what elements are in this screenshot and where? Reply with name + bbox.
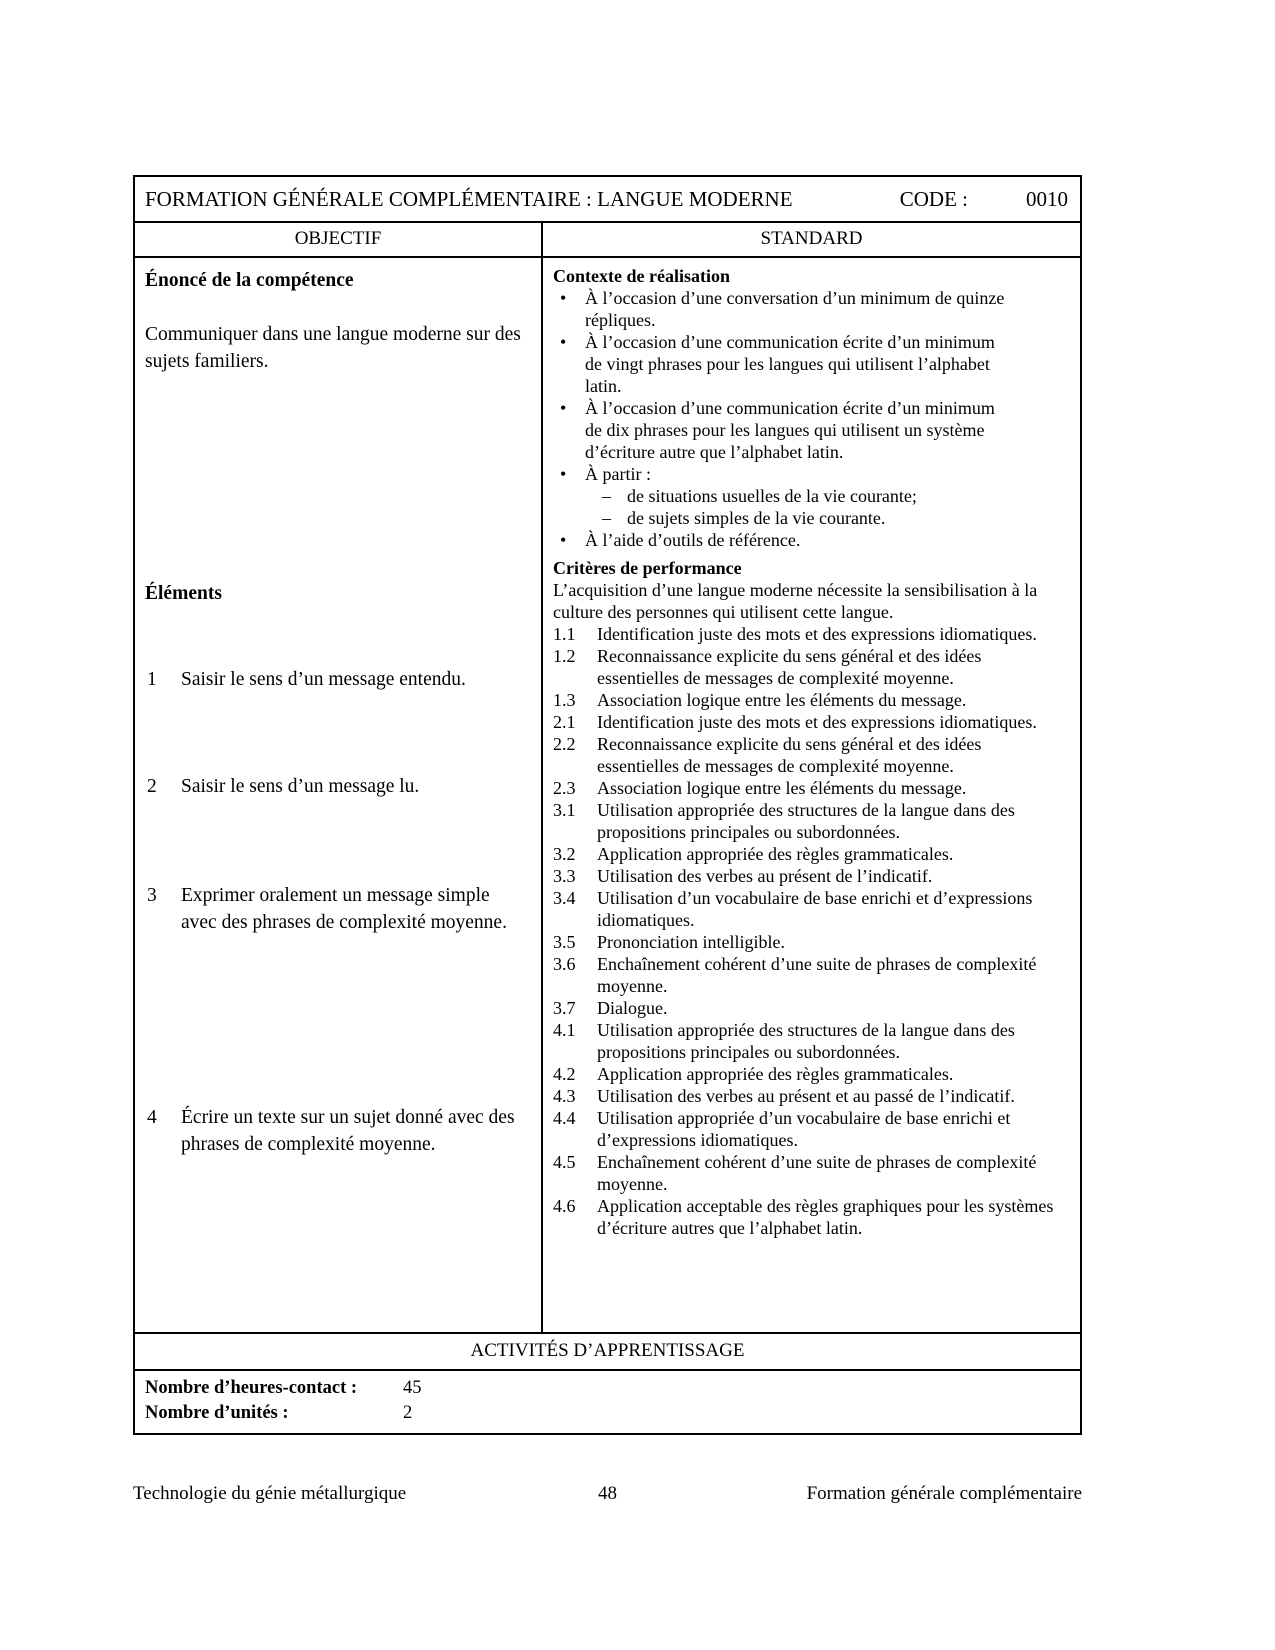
critere-text: Utilisation des verbes au présent de l’indicatif. (597, 866, 933, 886)
objectif-column (135, 258, 543, 1332)
critere-item (553, 777, 1066, 799)
element-text: Saisir le sens d’un message lu. (181, 776, 420, 797)
activites-row: ACTIVITÉS D’APPRENTISSAGE (135, 1334, 1080, 1371)
code-value: 0010 (1026, 187, 1068, 211)
course-table (133, 175, 1082, 1435)
critere-number: 3.5 (553, 932, 576, 952)
critere-item (553, 953, 1066, 997)
critere-number: 1.1 (553, 624, 576, 644)
critere-number: 4.5 (553, 1152, 576, 1172)
contexte-text: À l’occasion d’une communication écrite d’un minimum de dix phrases pour les langues qui utilisent un système d’écriture autre que l’alphabet latin. (585, 398, 995, 462)
critere-text: Identification juste des mots et des expressions idiomatiques. (597, 624, 1037, 644)
critere-number: 4.1 (553, 1020, 576, 1040)
element-item (147, 882, 531, 936)
critere-item (553, 997, 1066, 1019)
critere-text: Application appropriée des règles grammaticales. (597, 844, 954, 864)
critere-item (553, 733, 1066, 777)
contexte-subitem (593, 507, 1066, 529)
enonce-text: Communiquer dans une langue moderne sur des sujets familiers. (145, 324, 521, 372)
critere-text: Application acceptable des règles graphiques pour les systèmes d’écriture autres que l’alphabet latin. (597, 1196, 1054, 1238)
contexte-subitem (593, 485, 1066, 507)
contexte-item (553, 529, 1066, 551)
critere-item (553, 623, 1066, 645)
critere-item (553, 1063, 1066, 1085)
critere-text: Application appropriée des règles grammaticales. (597, 1064, 954, 1084)
heures-contact-row (145, 1376, 1080, 1401)
critere-number: 3.6 (553, 954, 576, 974)
page-footer (133, 1483, 1082, 1505)
critere-number: 1.2 (553, 646, 576, 666)
contexte-item (553, 397, 1066, 463)
critere-text: Identification juste des mots et des expressions idiomatiques. (597, 712, 1037, 732)
critere-item (553, 1151, 1066, 1195)
elements-heading: Éléments (145, 583, 222, 604)
unites-label: Nombre d’unités : (145, 1403, 289, 1423)
critere-text: Utilisation d’un vocabulaire de base enrichi et d’expressions idiomatiques. (597, 888, 1033, 930)
criteres-heading: Critères de performance (553, 558, 742, 578)
bullet-icon: • (560, 332, 567, 352)
element-item (147, 666, 531, 693)
course-title: FORMATION GÉNÉRALE COMPLÉMENTAIRE : LANGUE MODERNE (145, 187, 793, 211)
critere-number: 2.2 (553, 734, 576, 754)
contexte-text: À l’occasion d’une communication écrite d’un minimum de vingt phrases pour les langues qui utilisent l’alphabet latin. (585, 332, 995, 396)
critere-text: Dialogue. (597, 998, 668, 1018)
critere-text: Utilisation des verbes au présent et au passé de l’indicatif. (597, 1086, 1015, 1106)
contexte-item (553, 287, 1066, 331)
critere-text: Association logique entre les éléments du message. (597, 690, 967, 710)
critere-number: 2.1 (553, 712, 576, 732)
critere-text: Utilisation appropriée des structures de la langue dans des propositions principales ou subordonnées. (597, 1020, 1015, 1062)
critere-text: Reconnaissance explicite du sens général et des idées essentielles de messages de complexité moyenne. (597, 646, 982, 688)
critere-text: Association logique entre les éléments du message. (597, 778, 967, 798)
contexte-heading: Contexte de réalisation (553, 266, 730, 286)
critere-item (553, 711, 1066, 733)
critere-item (553, 645, 1066, 689)
contexte-text: À l’occasion d’une conversation d’un minimum de quinze répliques. (585, 288, 1005, 330)
critere-number: 4.3 (553, 1086, 576, 1106)
element-text: Écrire un texte sur un sujet donné avec des phrases de complexité moyenne. (181, 1107, 515, 1155)
critere-item (553, 865, 1066, 887)
element-item (147, 1104, 531, 1158)
critere-item (553, 689, 1066, 711)
bullet-icon: • (560, 530, 567, 550)
hours-block (135, 1371, 1080, 1433)
critere-item (553, 843, 1066, 865)
column-header-row (135, 223, 1080, 258)
footer-program-name: Technologie du génie métallurgique (133, 1483, 407, 1504)
critere-number: 4.2 (553, 1064, 576, 1084)
criteres-intro: L’acquisition d’une langue moderne nécessite la sensibilisation à la culture des personnes qui utilisent cette langue. (553, 580, 1038, 622)
critere-number: 3.2 (553, 844, 576, 864)
dash-icon: – (602, 508, 611, 528)
enonce-heading: Énoncé de la compétence (145, 270, 354, 291)
contexte-item (553, 463, 1066, 485)
standard-header: STANDARD (760, 228, 863, 249)
critere-number: 3.3 (553, 866, 576, 886)
table-title-row (135, 177, 1080, 223)
critere-number: 2.3 (553, 778, 576, 798)
unites-value: 2 (403, 1403, 413, 1423)
contexte-text: de sujets simples de la vie courante. (627, 508, 886, 528)
critere-text: Utilisation appropriée d’un vocabulaire de base enrichi et d’expressions idiomatiques. (597, 1108, 1011, 1150)
objectif-header: OBJECTIF (135, 223, 543, 256)
critere-item (553, 799, 1066, 843)
element-text: Exprimer oralement un message simple avec des phrases de complexité moyenne. (181, 885, 507, 933)
contexte-text: À partir : (585, 464, 651, 484)
table-body (135, 258, 1080, 1334)
element-number: 2 (147, 776, 157, 797)
critere-number: 4.6 (553, 1196, 576, 1216)
critere-text: Enchaînement cohérent d’une suite de phrases de complexité moyenne. (597, 954, 1037, 996)
critere-number: 1.3 (553, 690, 576, 710)
footer-section-name: Formation générale complémentaire (806, 1483, 1082, 1504)
bullet-icon: • (560, 464, 567, 484)
critere-number: 3.4 (553, 888, 576, 908)
bullet-icon: • (560, 398, 567, 418)
heures-contact-label: Nombre d’heures-contact : (145, 1378, 358, 1398)
element-number: 3 (147, 885, 157, 906)
contexte-text: de situations usuelles de la vie courante; (627, 486, 917, 506)
critere-number: 4.4 (553, 1108, 576, 1128)
critere-item (553, 1107, 1066, 1151)
code-label: CODE : (899, 187, 968, 211)
critere-item (553, 1085, 1066, 1107)
standard-column (543, 258, 1080, 1332)
contexte-item (553, 331, 1066, 397)
element-text: Saisir le sens d’un message entendu. (181, 669, 466, 690)
critere-text: Enchaînement cohérent d’une suite de phrases de complexité moyenne. (597, 1152, 1037, 1194)
element-item (147, 773, 531, 800)
heures-contact-value: 45 (403, 1378, 422, 1398)
critere-text: Reconnaissance explicite du sens général et des idées essentielles de messages de complexité moyenne. (597, 734, 982, 776)
critere-text: Prononciation intelligible. (597, 932, 785, 952)
bullet-icon: • (560, 288, 567, 308)
contexte-text: À l’aide d’outils de référence. (585, 530, 801, 550)
critere-item (553, 1195, 1066, 1239)
element-number: 1 (147, 669, 157, 690)
footer-page-number: 48 (598, 1483, 617, 1504)
unites-row (145, 1401, 1080, 1426)
element-number: 4 (147, 1107, 157, 1128)
critere-item (553, 1019, 1066, 1063)
critere-number: 3.7 (553, 998, 576, 1018)
critere-item (553, 931, 1066, 953)
dash-icon: – (602, 486, 611, 506)
critere-item (553, 887, 1066, 931)
critere-number: 3.1 (553, 800, 576, 820)
critere-text: Utilisation appropriée des structures de la langue dans des propositions principales ou subordonnées. (597, 800, 1015, 842)
